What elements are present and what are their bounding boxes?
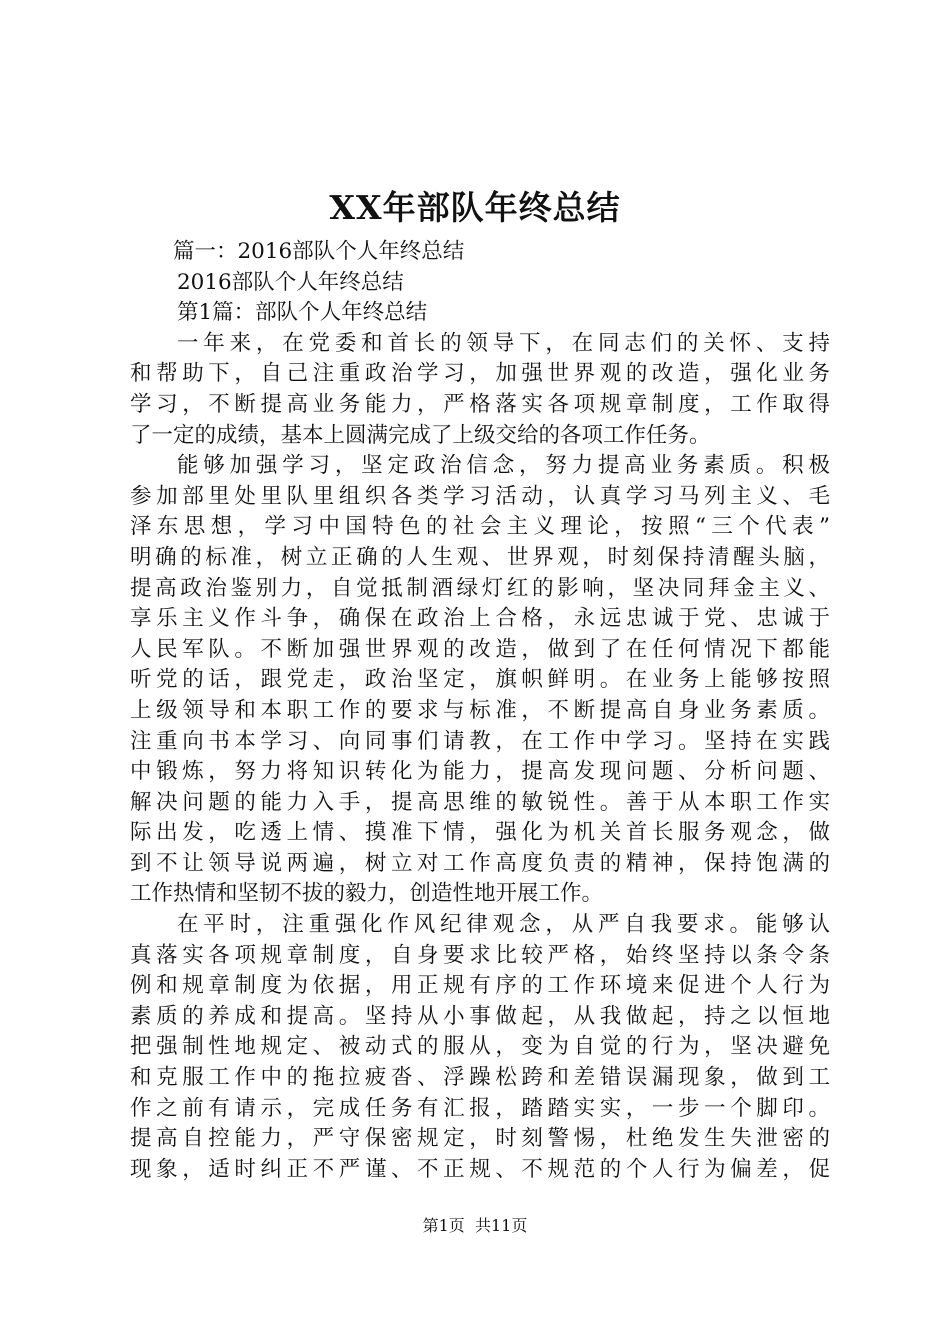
body-line: 上级领导和本职工作的要求与标准，不断提高自身业务素质。	[130, 697, 830, 723]
body-line: 能够加强学习，坚定政治信念，努力提高业务素质。积极	[177, 453, 830, 479]
body-line: 和帮助下，自己注重政治学习，加强世界观的改造，强化业务	[130, 361, 830, 387]
body-line: 和克服工作中的拖拉疲沓、浮躁松跨和差错误漏现象，做到工	[130, 1065, 830, 1091]
document-body	[130, 237, 830, 1185]
body-line: 作之前有请示，完成任务有汇报，踏踏实实，一步一个脚印。	[130, 1095, 830, 1121]
page-total: 共11页	[474, 1216, 528, 1235]
body-line: 提高政治鉴别力，自觉抵制酒绿灯红的影响，坚决同拜金主义、	[130, 575, 830, 601]
body-line: 了一定的成绩，基本上圆满完成了上级交给的各项工作任务。	[130, 422, 711, 448]
body-line: 到不让领导说两遍，树立对工作高度负责的精神，保持饱满的	[130, 850, 830, 876]
body-line: 在平时，注重强化作风纪律观念，从严自我要求。能够认	[177, 912, 830, 938]
page-footer	[0, 1216, 950, 1236]
body-line: 泽东思想，学习中国特色的社会主义理论，按照“三个代表”	[130, 514, 830, 540]
body-line: 一年来，在党委和首长的领导下，在同志们的关怀、支持	[177, 330, 830, 356]
body-line: 提高自控能力，严守保密规定，时刻警惕，杜绝发生失泄密的	[130, 1126, 830, 1152]
body-line: 篇一：2016部队个人年终总结	[173, 239, 465, 264]
body-line: 际出发，吃透上情、摸准下情，强化为机关首长服务观念，做	[130, 820, 830, 846]
body-line: 例和规章制度为依据，用正规有序的工作环境来促进个人行为	[130, 973, 830, 999]
body-line: 第1篇：部队个人年终总结	[177, 300, 428, 326]
body-line: 参加部里处里队里组织各类学习活动，认真学习马列主义、毛	[130, 483, 830, 509]
body-line: 听党的话，跟党走，政治坚定，旗帜鲜明。在业务上能够按照	[130, 667, 830, 693]
body-line: 明确的标准，树立正确的人生观、世界观，时刻保持清醒头脑，	[130, 544, 830, 570]
body-line: 2016部队个人年终总结	[177, 269, 404, 295]
body-line: 素质的养成和提高。坚持从小事做起，从我做起，持之以恒地	[130, 1003, 830, 1029]
page-number: 第1页	[422, 1216, 465, 1235]
body-line: 解决问题的能力入手，提高思维的敏锐性。善于从本职工作实	[130, 789, 830, 815]
body-line: 学习，不断提高业务能力，严格落实各项规章制度，工作取得	[130, 391, 830, 417]
body-line: 把强制性地规定、被动式的服从，变为自觉的行为，坚决避免	[130, 1034, 830, 1060]
body-line: 真落实各项规章制度，自身要求比较严格，始终坚持以条令条	[130, 942, 830, 968]
body-line: 注重向书本学习、向同事们请教，在工作中学习。坚持在实践	[130, 728, 830, 754]
body-line: 工作热情和坚韧不拔的毅力，创造性地开展工作。	[130, 881, 604, 907]
body-line: 享乐主义作斗争，确保在政治上合格，永远忠诚于党、忠诚于	[130, 606, 830, 632]
body-line: 现象，适时纠正不严谨、不正规、不规范的个人行为偏差，促	[130, 1156, 830, 1182]
body-line: 中锻炼，努力将知识转化为能力，提高发现问题、分析问题、	[130, 759, 830, 785]
body-line: 人民军队。不断加强世界观的改造，做到了在任何情况下都能	[130, 636, 830, 662]
document-title: XX年部队年终总结	[329, 188, 621, 227]
